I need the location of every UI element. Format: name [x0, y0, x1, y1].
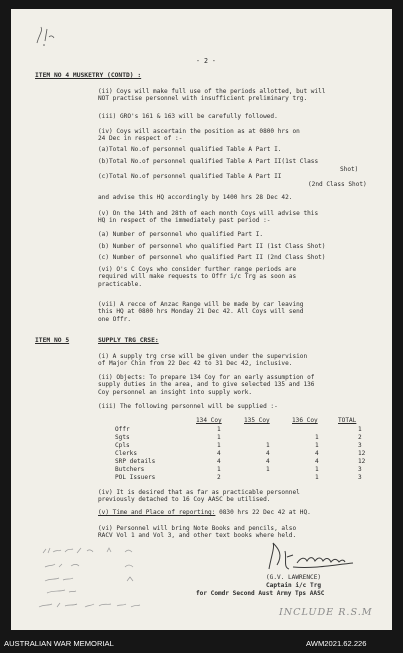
corner-scribble-icon	[33, 23, 59, 49]
text-line: previously detached to 16 Coy AASC be utilised.	[98, 496, 271, 504]
table-header-136: 136 Coy	[292, 417, 318, 424]
item4-para-vi	[98, 266, 296, 288]
text-line: (vi) Personnel will bring Note Books and pencils, also	[98, 525, 297, 532]
list-item: (a) Number of personnel who qualified Part I.	[98, 231, 264, 238]
text-line: this HQ at 0800 hrs Monday 21 Dec 42. All Coys will send	[98, 308, 304, 316]
text-line: (ii) Objects: To prepare 134 Coy for an early assumption of	[98, 374, 315, 381]
item4-para-iv	[98, 128, 300, 143]
text-line: (ii) Coys will make full use of the periods allotted, but will	[98, 88, 326, 95]
item5-para-ii	[98, 374, 314, 396]
item4-para-iv-c-cont: (2nd Class Shot)	[308, 181, 367, 188]
list-item: (b) Number of personnel who qualified Part II (1st Class Shot)	[98, 242, 326, 250]
item4-para-ii	[98, 88, 325, 103]
item5-subheading: SUPPLY TRG CRSE:	[98, 337, 159, 344]
signature-rank: Captain i/c Trg	[266, 582, 322, 589]
signature-icon	[263, 539, 359, 577]
handwritten-include-note: INCLUDE R.S.M	[279, 607, 373, 618]
table-header-134: 134 Coy	[196, 417, 222, 424]
item5-para-i	[98, 353, 307, 368]
item5-para-iv	[98, 489, 300, 504]
text-line: (iv) Coys will ascertain the position as at 0800 hrs on	[98, 128, 300, 135]
item4-para-vii	[98, 301, 303, 323]
text-line: NOT practise personnel with insufficient preliminary trg.	[98, 95, 308, 103]
item4-para-v-list	[98, 229, 325, 264]
text-line: (v) On the 14th and 28th of each month Coys will advise this	[98, 210, 319, 217]
signature-for-line: for Comdr Second Aust Army Tps AASC	[196, 590, 325, 597]
item5-heading: ITEM NO 5	[35, 337, 70, 344]
footer-accession-number: AWM2021.62.226	[306, 639, 367, 648]
item5-para-iii: (iii) The following personnel will be supplied :-	[98, 403, 278, 410]
item4-para-iv-b: (b)Total No.of personnel qualified Table A Part II(1st Class	[98, 158, 319, 165]
text-line: practicable.	[98, 280, 143, 288]
item4-heading: ITEM NO 4 MUSKETRY (CONTD) :	[35, 72, 142, 79]
document-page: - 2 - ITEM NO 4 MUSKETRY (CONTD) : (ii) Coys will make full use of the periods allotted, but will NOT practise personnel with insufficient preliminary trg. (iii) GRO's 161 & 163 will be carefully followed. (iv) Coys will ascertain the position as at 0800 hrs on 24 Dec in respect of :- (a)Total No.of personnel qualified Table A Part I. (b)Total No.of personnel qualified Table A Part II(1st Class Shot) (c)Total No.of personnel qualified Table A Part II (2nd Class Shot) and advise this HQ accordingly by 1400 hrs 28 Dec 42. (v) On the 14th and 28th of each month Coys will advise this HQ in respect of the immediately past period :- (a) Number of personnel who qualified Part I. (b) Number of personnel who qualified Part II (1st Class Shot) (c) Number of personnel who qualified Part II (2nd Class Shot) (vi) O's C Coys who consider further range periods are required will make requests to Offr i/c Trg as soon as practicable. (vii) A recce of Anzac Range will be made by car leaving this HQ at 0800 hrs Monday 21 Dec 42. All Coys will send one Offr. ITEM NO 5 SUPPLY TRG CRSE: (i) A supply trg crse will be given under the supervision of Major Chin from 22 Dec 42 to 31 Dec 42, inclusive. (ii) Objects: To prepare 134 Coy for an early assumption of supply duties in the area, and to give selected 135 and 136 Coy personnel an insight into supply work. (iii) The following personnel will be supplied :- 134 Coy 135 Coy 136 Coy TOTAL Offr 1 1 Sgts 1 1 2 Cpls 1 1 1 3 Clerks 4 4 4 12 SRP details 4 4 4 12 Butchers 1 1 1 3 POL Issuers 2 1 3 (iv) It is desired that as far as practicable personnel previously detached to 16 Coy AASC be utilised. (v) Time and Place of reporting: 0830 hrs 22 Dec 42 at HQ. (vi) Personnel will bring Note Books and pencils, also RACV Vol 1 and Vol 3, and other text books where held. (G.V. LAWRENCE) Captain i/c Trg for Comdr Second Aust Army Tps AASC INCLUDE R.S.M	[11, 9, 392, 630]
text-line: required will make requests to Offr i/c Trg as soon as	[98, 273, 297, 281]
item4-para-iv-c: (c)Total No.of personnel qualified Table A Part II	[98, 173, 282, 180]
footer-institution: AUSTRALIAN WAR MEMORIAL	[4, 639, 114, 648]
text-line: HQ in respect of the immediately past period :-	[98, 217, 271, 225]
text-line: supply duties in the area, and to give selected 135 and 136	[98, 381, 315, 389]
table-header-total: TOTAL	[338, 417, 357, 424]
text-line: Coy personnel an insight into supply work.	[98, 388, 253, 396]
text-line: (vii) A recce of Anzac Range will be made by car leaving	[98, 301, 304, 308]
item4-para-iv-end: and advise this HQ accordingly by 1400 hrs 28 Dec 42.	[98, 194, 293, 201]
time-place-label: (v) Time and Place of reporting:	[98, 509, 216, 516]
item5-para-vi	[98, 525, 296, 540]
item4-para-iii: (iii) GRO's 161 & 163 will be carefully followed.	[98, 113, 278, 120]
table-header-135: 135 Coy	[244, 417, 270, 424]
margin-pencil-notes-icon	[35, 547, 185, 619]
item5-para-v	[98, 509, 311, 516]
text-line: (vi) O's C Coys who consider further range periods are	[98, 266, 297, 273]
text-line: 24 Dec in respect of :-	[98, 135, 183, 143]
list-item: (c) Number of personnel who qualified Part II (2nd Class Shot)	[98, 254, 326, 261]
text-line: (iv) It is desired that as far as practicable personnel	[98, 489, 300, 496]
item4-para-iv-b-cont: Shot)	[340, 166, 359, 173]
time-place-value: 0830 hrs 22 Dec 42 at HQ.	[219, 509, 311, 516]
text-line: of Major Chin from 22 Dec 42 to 31 Dec 42, inclusive.	[98, 360, 293, 368]
item4-para-v	[98, 210, 318, 225]
text-line: RACV Vol 1 and Vol 3, and other text books where held.	[98, 532, 297, 540]
text-line: (i) A supply trg crse will be given under the supervision	[98, 353, 308, 360]
text-line: one Offr.	[98, 315, 132, 323]
page-number: - 2 -	[196, 57, 216, 65]
signature-name: (G.V. LAWRENCE)	[266, 574, 322, 581]
item4-para-iv-a: (a)Total No.of personnel qualified Table A Part I.	[98, 146, 282, 153]
